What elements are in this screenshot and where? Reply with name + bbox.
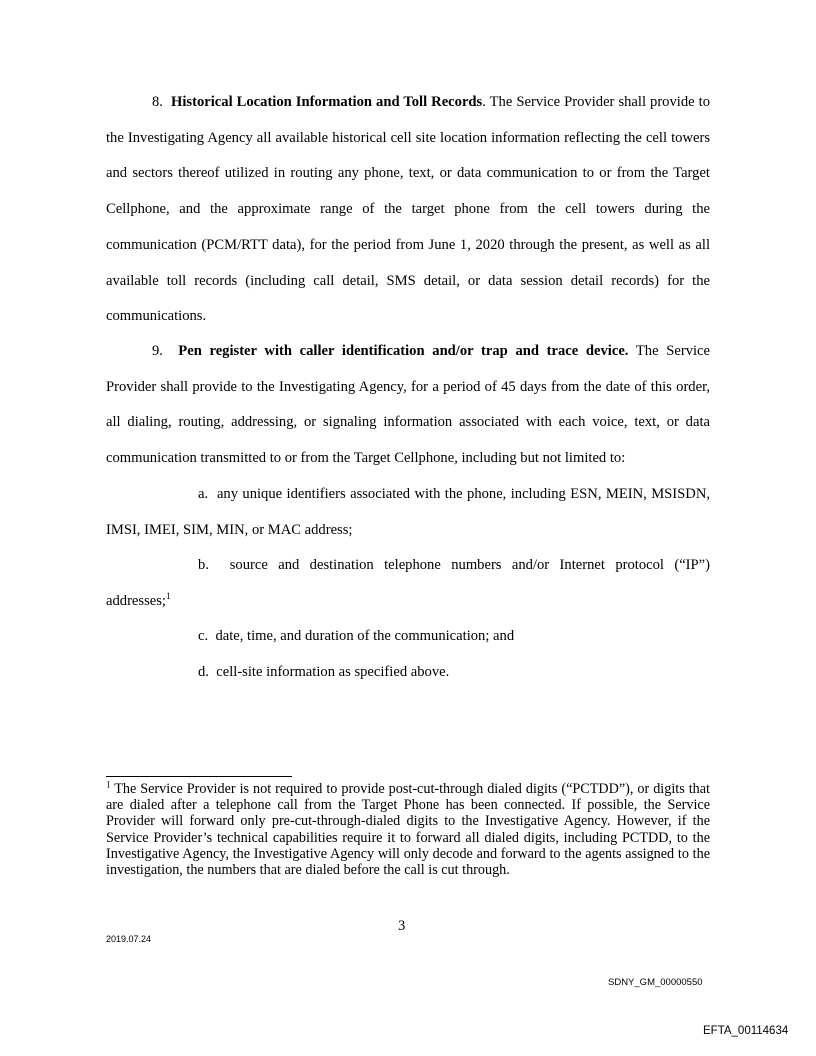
- efta-number: EFTA_00114634: [703, 1025, 789, 1037]
- list-item-b: [106, 548, 710, 619]
- footnote-text: The Service Provider is not required to provide post-cut-through dialed digits (“PCTDD”), or digits that are dialed after a telephone call from the Target Phone has been connected. If possible, the Service Provider will forward only pre-cut-through-dialed digits to the Investigative Agency. However, if the Service Provider’s technical capabilities require it to forward all dialed digits, including PCTDD, to the Investigative Agency, the Investigative Agency will only decode and forward to the agents assigned to the investigation, the numbers that are dialed before the call is cut through.: [106, 781, 710, 879]
- list-item-c-text: date, time, and duration of the communication; and: [215, 628, 515, 644]
- list-item-a-text: any unique identifiers associated with the phone, including ESN, MEIN, MSISDN, IMSI, IMEI, SIM, MIN, or MAC address;: [106, 486, 711, 538]
- list-item-c-letter: c.: [198, 628, 209, 644]
- paragraph-9-number: 9.: [152, 343, 163, 359]
- list-item-d-letter: d.: [198, 664, 209, 680]
- footnote-divider: [106, 776, 292, 777]
- paragraph-8-heading: Historical Location Information and Toll Records: [171, 94, 483, 110]
- list-item-a: [106, 477, 710, 548]
- paragraph-8-number: 8.: [152, 94, 163, 110]
- footnote: [106, 781, 710, 878]
- paragraph-8-body: . The Service Provider shall provide to the Investigating Agency all available historical cell site location information reflecting the cell towers and sectors thereof utilized in routing any phone, text, or data communication to or from the Target Cellphone, and the approximate range of the target phone from the cell towers during the communication (PCM/RTT data), for the period from June 1, 2020 through the present, as well as all available toll records (including call detail, SMS detail, or data session detail records) for the communications.: [106, 94, 710, 325]
- list-item-d-text: cell-site information as specified above.: [216, 664, 450, 680]
- list-item-b-text: source and destination telephone numbers and/or Internet protocol (“IP”) addresses;: [106, 557, 710, 609]
- date-code: 2019.07.24: [106, 934, 152, 944]
- page-number: 3: [398, 918, 406, 934]
- footnote-reference[interactable]: 1: [165, 590, 171, 601]
- list-item-d: [106, 655, 710, 691]
- list-item-c: [106, 619, 710, 655]
- bates-number: SDNY_GM_00000550: [608, 977, 703, 988]
- list-item-b-letter: b.: [198, 557, 209, 573]
- footnote-marker: 1: [106, 779, 111, 790]
- paragraph-8: [106, 85, 710, 335]
- list-item-a-letter: a.: [198, 486, 209, 502]
- paragraph-9-body: The Service Provider shall provide to the Investigating Agency, for a period of 45 days from the date of this order, all dialing, routing, addressing, or signaling information associated with each voice, text, or data communication transmitted to or from the Target Cellphone, including but not limited to:: [106, 343, 710, 467]
- paragraph-9-heading: Pen register with caller identification and/or trap and trace device.: [178, 343, 629, 359]
- paragraph-9: [106, 334, 710, 477]
